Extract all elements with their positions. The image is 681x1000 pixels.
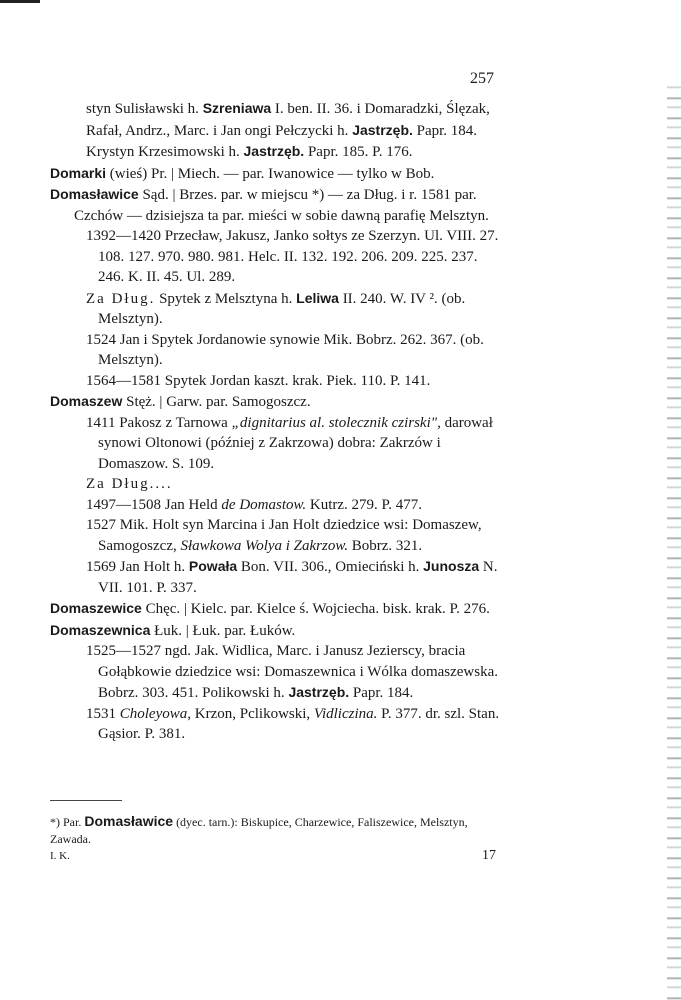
sub-paragraph	[50, 98, 502, 163]
entry-paragraph	[50, 620, 502, 642]
text-run: Papr. 184.	[349, 685, 414, 701]
sub-paragraph	[50, 495, 502, 516]
bold-term: Szreniawa	[202, 100, 272, 116]
sub-paragraph	[50, 556, 502, 598]
bold-term: Domaszew	[50, 393, 123, 409]
sub-paragraph	[50, 226, 502, 288]
sub-paragraph	[50, 371, 502, 392]
text-run: 1524 Jan i Spytek Jordanowie synowie Mik. Bobrz. 262. 367. (ob. Melsztyn).	[86, 331, 484, 368]
footnote-divider	[50, 800, 122, 801]
text-run: 1527 Mik. Holt syn Marcina i Jan Holt dziedzice wsi: Domaszew, Samogoszcz,	[86, 517, 482, 554]
footnote-bold: Domasławice	[84, 813, 174, 829]
text-run: Za Dług....	[86, 476, 173, 492]
text-run: N. VII. 101. P. 337.	[98, 559, 498, 596]
text-run: 1569 Jan Holt h.	[86, 559, 189, 575]
footnote-prefix: *) Par.	[50, 815, 85, 829]
italic-term: Sławkowa Wolya i Zakrzow.	[180, 537, 348, 554]
bold-term: Domarki	[50, 164, 107, 181]
bold-term: Jastrzęb.	[288, 684, 350, 700]
sub-paragraph	[50, 704, 502, 745]
sub-paragraph	[50, 330, 502, 371]
text-run: 1497—1508 Jan Held	[86, 496, 222, 513]
text-run: Spytek z Melsztyna h.	[155, 290, 297, 307]
italic-term: Vidliczina.	[313, 705, 378, 722]
sub-paragraph	[50, 515, 502, 556]
text-run: 1411 Pakosz z Tarnowa	[86, 414, 232, 431]
bold-term: Powała	[188, 558, 238, 574]
sub-paragraph	[50, 413, 502, 475]
sub-paragraph	[50, 641, 502, 704]
text-run: 1525—1527 ngd. Jak. Widlica, Marc. i Janusz Jezierscy, bracia Gołąbkowie dziedzice wsi: Domaszewnica i Wólka domaszewska. Bobrz. 303. 451. Polikowski h.	[86, 643, 499, 701]
text-run: Łuk. | Łuk. par. Łuków.	[150, 622, 296, 639]
bold-term: Jastrzęb.	[352, 121, 413, 138]
text-run: Kutrz. 279. P. 477.	[306, 496, 422, 513]
bold-term: Domaszewnica	[50, 621, 151, 638]
bold-term: Junosza	[423, 558, 480, 574]
italic-term: „dignitarius al. stolecznik czirski"	[231, 414, 438, 431]
text-run: Papr. 185. P. 176.	[304, 144, 413, 160]
sheet-signature: I. K.	[50, 850, 70, 862]
sub-paragraph	[50, 288, 502, 330]
entry-paragraph	[50, 391, 502, 413]
text-run: Za Dług.	[86, 290, 156, 307]
text-run: , darował synowi Oltonowi (później z Zakrzowa) dobra: Zakrzów i Domaszow. S. 109.	[98, 414, 493, 472]
text-run: Sąd. | Brzes. par. w miejscu *) — za Dług. i r. 1581 par. Czchów — dzisiejsza ta par. mieści w sobie dawną parafię Melsztyn.	[74, 187, 489, 224]
text-run: (wieś) Pr. | Miech. — par. Iwanowice — tylko w Bob.	[106, 165, 435, 182]
text-run: 1564—1581 Spytek Jordan kaszt. krak. Piek. 110. P. 141.	[86, 372, 431, 389]
text-run: II. 240. W. IV ². (ob. Melsztyn).	[98, 290, 466, 327]
page-number: 257	[470, 70, 494, 87]
text-run: Stęż. | Garw. par. Samogoszcz.	[122, 394, 311, 410]
text-run: I. ben. II. 36. i Domaradzki, Ślęzak, Rafał, Andrz., Marc. i Jan ongi Pełczycki h.	[86, 101, 490, 139]
text-run: 1392—1420 Przecław, Jakusz, Janko sołtys ze Szerzyn. Ul. VIII. 27. 108. 127. 970. 980. 981. Helc. II. 132. 192. 206. 209. 225. 237. 246. K. II. 45. Ul. 289.	[86, 228, 499, 285]
entry-paragraph	[50, 184, 502, 226]
text-run: P. 377. dr. szl. Stan. Gąsior. P. 381.	[98, 705, 500, 742]
text-run: Bobrz. 321.	[348, 537, 423, 554]
text-run: styn Sulisławski h.	[86, 101, 203, 117]
footnote	[50, 813, 502, 848]
text-run: 1531	[86, 705, 120, 722]
text-run: Bon. VII. 306., Omieciński h.	[237, 559, 424, 575]
text-run: Krzon, Pclikowski,	[191, 705, 314, 722]
italic-term: de Domastow.	[221, 496, 307, 513]
bold-term: Jastrzęb.	[243, 143, 305, 159]
bold-term: Domaszewice	[50, 600, 142, 616]
entry-paragraph	[50, 598, 502, 620]
bold-term: Leliwa	[296, 289, 339, 306]
text-run: Chęc. | Kielc. par. Kielce ś. Wojciecha. bisk. krak. P. 276.	[141, 601, 490, 617]
italic-term: Choleyowa,	[119, 705, 191, 722]
bold-term: Domasławice	[50, 186, 139, 202]
footnote-text: (dyec. tarn.): Biskupice, Charzewice, Faliszewice, Melsztyn, Zawada.	[50, 815, 468, 846]
sheet-number: 17	[482, 848, 496, 863]
entry-paragraph	[50, 163, 502, 185]
sub-paragraph	[50, 474, 502, 495]
page-body	[50, 98, 502, 745]
scan-edge-mark	[0, 0, 40, 3]
text-run: Papr. 184. Krystyn Krzesimowski h.	[86, 122, 478, 160]
scan-edge-noise	[667, 80, 681, 1000]
